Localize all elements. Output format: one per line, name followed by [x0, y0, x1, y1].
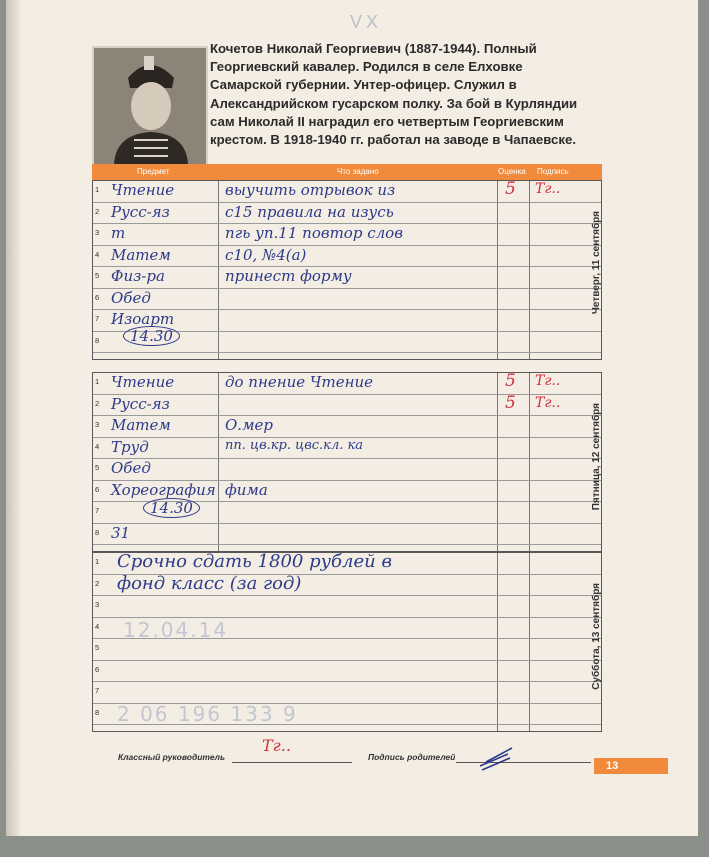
- time-note: 14.30: [143, 498, 200, 518]
- parent-signature: [478, 742, 514, 772]
- page-spine: [6, 0, 20, 836]
- bio-paragraph: Кочетов Николай Георгиевич (1887-1944). Полный Георгиевский кавалер. Родился в селе Елховке Самарской губернии. Унтер-офицер. Служил в Александрийском гусарском полку. За бой в Курляндии сам Николай II наградил его четвертым Георгиевским крестом. В 1918-1940 гг. работал на заводе в Чапаевске.: [210, 41, 578, 148]
- header-subject: Предмет: [137, 167, 170, 176]
- teacher-sign-line: [232, 762, 352, 763]
- header-sign: Подпись: [537, 167, 569, 176]
- header-task: Что задано: [337, 167, 379, 176]
- parents-sign-line: [456, 762, 591, 763]
- day-label-saturday: Суббота, 13 сентября: [591, 583, 602, 690]
- header-grade: Оценка: [498, 167, 526, 176]
- pencil-mark: VX: [350, 12, 383, 32]
- parents-label: Подпись родителей: [368, 752, 456, 762]
- day-label-friday: Пятница, 12 сентября: [591, 403, 602, 511]
- portrait-photo: [92, 46, 208, 166]
- portrait-image: [94, 48, 206, 164]
- page-number: 13: [606, 760, 619, 772]
- grid-header: [92, 164, 602, 180]
- day-block-saturday: 1 Срочно сдать 1800 рублей в 2 фонд класс (за год) 3 4 12.04.14 5 6 7 8 2 06 196 133 9 Суббота, 13 сентября: [92, 552, 602, 732]
- time-note: 14.30: [123, 326, 180, 346]
- teacher-label: Классный руководитель: [118, 752, 226, 762]
- day-block-friday: 1 Чтение до пнение Чтение 5 Тг.. 2 Русс-яз 5 Тг.. 3 Матем О.мер 4 Труд пп. цв.кр. цвс.кл. ка 5 Обед 6 Хореография фима 7 14.30 8 31 Пятница, 12 сентября: [92, 372, 602, 552]
- day-label-thursday: Четверг, 11 сентября: [591, 211, 602, 315]
- diary-grid: [92, 164, 602, 734]
- teacher-signature: Тг..: [262, 736, 291, 755]
- day-block-thursday: 1 Чтение выучить отрывок из 5 Тг.. 2 Русс-яз с15 правила на изусь 3 т пгь уп.11 повтор слов 4 Матем с10, №4(а) 5 Физ-ра принест форму 6 Обед 7 Изоарт 8 14.30 Четверг, 11 сентября: [92, 180, 602, 360]
